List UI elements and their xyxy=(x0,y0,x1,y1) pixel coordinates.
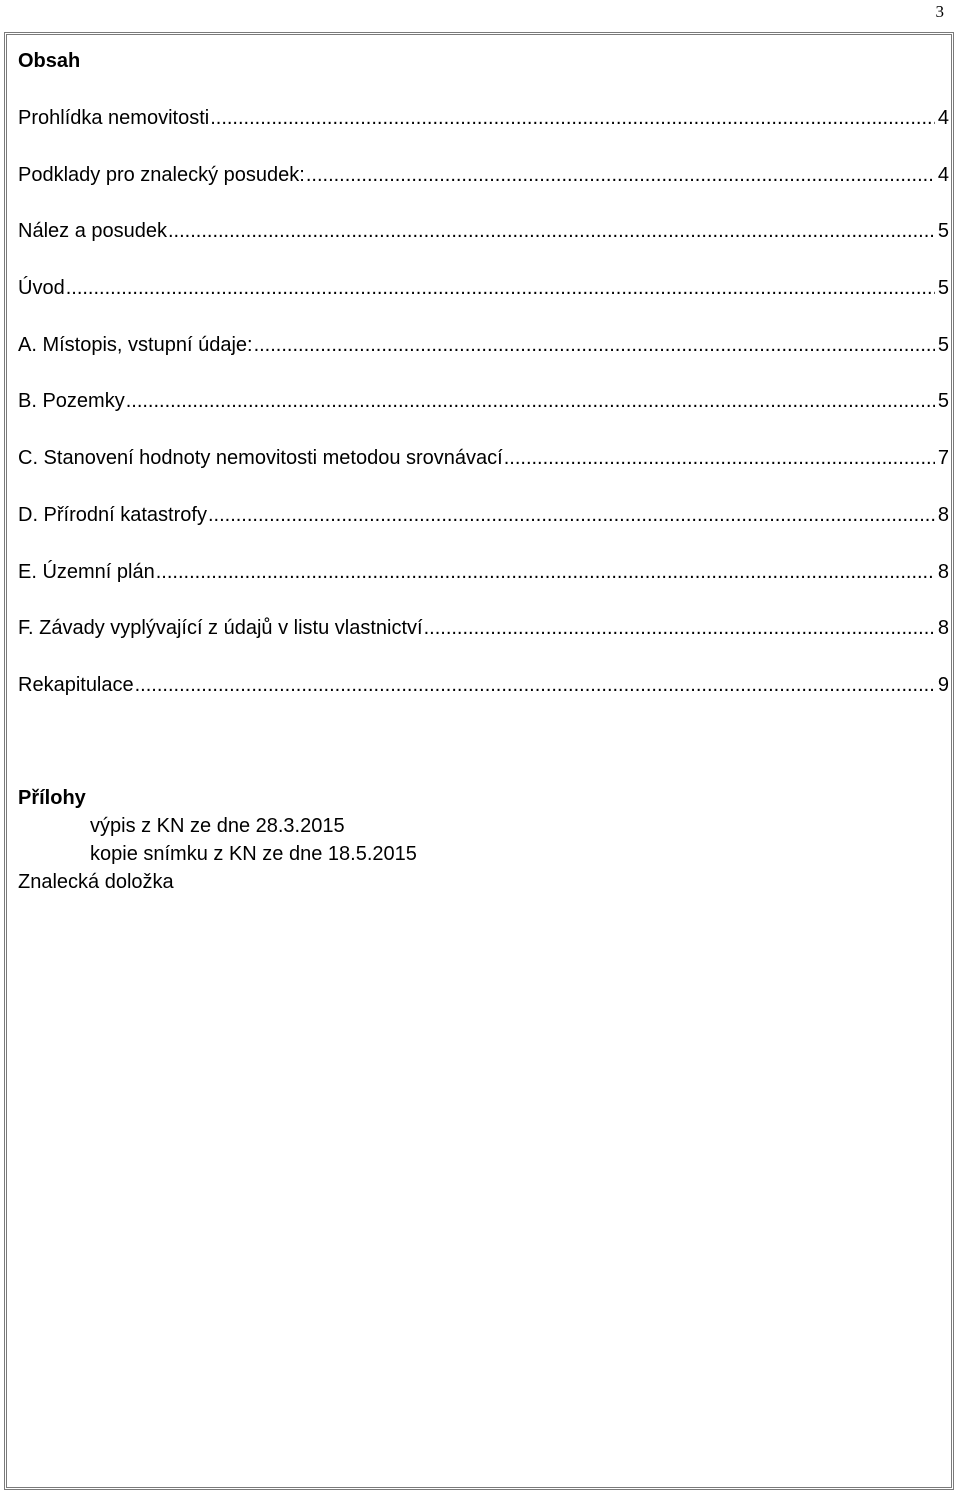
toc-entry-uvod[interactable] xyxy=(18,274,949,331)
attachment-item: kopie snímku z KN ze dne 18.5.2015 xyxy=(90,843,417,865)
toc-entry-page: 5 xyxy=(937,333,949,356)
toc-entry-label: Podklady pro znalecký posudek: xyxy=(18,163,305,186)
toc-entry-podklady[interactable] xyxy=(18,161,949,218)
attachments-heading: Přílohy xyxy=(18,787,86,809)
toc-leader-dots xyxy=(208,501,935,529)
toc-entry-uzemni-plan[interactable] xyxy=(18,558,949,615)
toc-entry-rekapitulace[interactable] xyxy=(18,671,949,728)
toc-entry-page: 8 xyxy=(937,560,949,583)
toc-entry-page: 7 xyxy=(937,447,949,470)
toc-entry-page: 4 xyxy=(937,163,949,186)
toc-entry-label: Rekapitulace xyxy=(18,673,134,696)
toc-leader-dots xyxy=(306,161,935,189)
toc-leader-dots xyxy=(254,331,935,359)
toc-entry-label: B. Pozemky xyxy=(18,390,125,413)
toc-leader-dots xyxy=(126,387,935,415)
toc-entry-page: 5 xyxy=(937,390,949,413)
attachments-section xyxy=(18,784,417,896)
page-number: 3 xyxy=(935,2,944,21)
toc-entry-page: 9 xyxy=(937,673,949,696)
toc-entry-label: Úvod xyxy=(18,277,65,300)
toc-entry-pozemky[interactable] xyxy=(18,387,949,444)
toc-entry-label: A. Místopis, vstupní údaje: xyxy=(18,333,253,356)
toc-leader-dots xyxy=(210,104,935,132)
toc-entry-label: F. Závady vyplývající z údajů v listu vlastnictví xyxy=(18,617,423,640)
toc-leader-dots xyxy=(66,274,935,302)
toc-entry-prohlidka[interactable] xyxy=(18,104,949,161)
toc-leader-dots xyxy=(156,558,935,586)
table-of-contents xyxy=(18,104,949,728)
toc-entry-page: 5 xyxy=(937,277,949,300)
attachment-item: výpis z KN ze dne 28.3.2015 xyxy=(90,815,345,837)
toc-entry-label: Nález a posudek xyxy=(18,220,167,243)
toc-entry-page: 4 xyxy=(937,107,949,129)
attachments-footer: Znalecká doložka xyxy=(18,871,174,893)
toc-entry-stanoveni-hodnoty[interactable] xyxy=(18,444,949,501)
toc-entry-nalez[interactable] xyxy=(18,217,949,274)
toc-leader-dots xyxy=(504,444,935,472)
toc-entry-label: Prohlídka nemovitosti xyxy=(18,107,210,129)
toc-leader-dots xyxy=(135,671,935,699)
toc-entry-label: E. Územní plán xyxy=(18,560,155,583)
toc-entry-page: 8 xyxy=(937,503,949,526)
toc-entry-mistopis[interactable] xyxy=(18,331,949,388)
toc-leader-dots xyxy=(168,217,935,245)
toc-leader-dots xyxy=(424,614,935,642)
toc-entry-label: D. Přírodní katastrofy xyxy=(18,503,207,526)
toc-entry-page: 5 xyxy=(937,220,949,243)
toc-entry-page: 8 xyxy=(937,617,949,640)
toc-entry-zavady[interactable] xyxy=(18,614,949,671)
toc-entry-label: C. Stanovení hodnoty nemovitosti metodou srovnávací xyxy=(18,447,503,470)
toc-entry-prirodni-katastrofy[interactable] xyxy=(18,501,949,558)
toc-heading: Obsah xyxy=(18,50,81,72)
